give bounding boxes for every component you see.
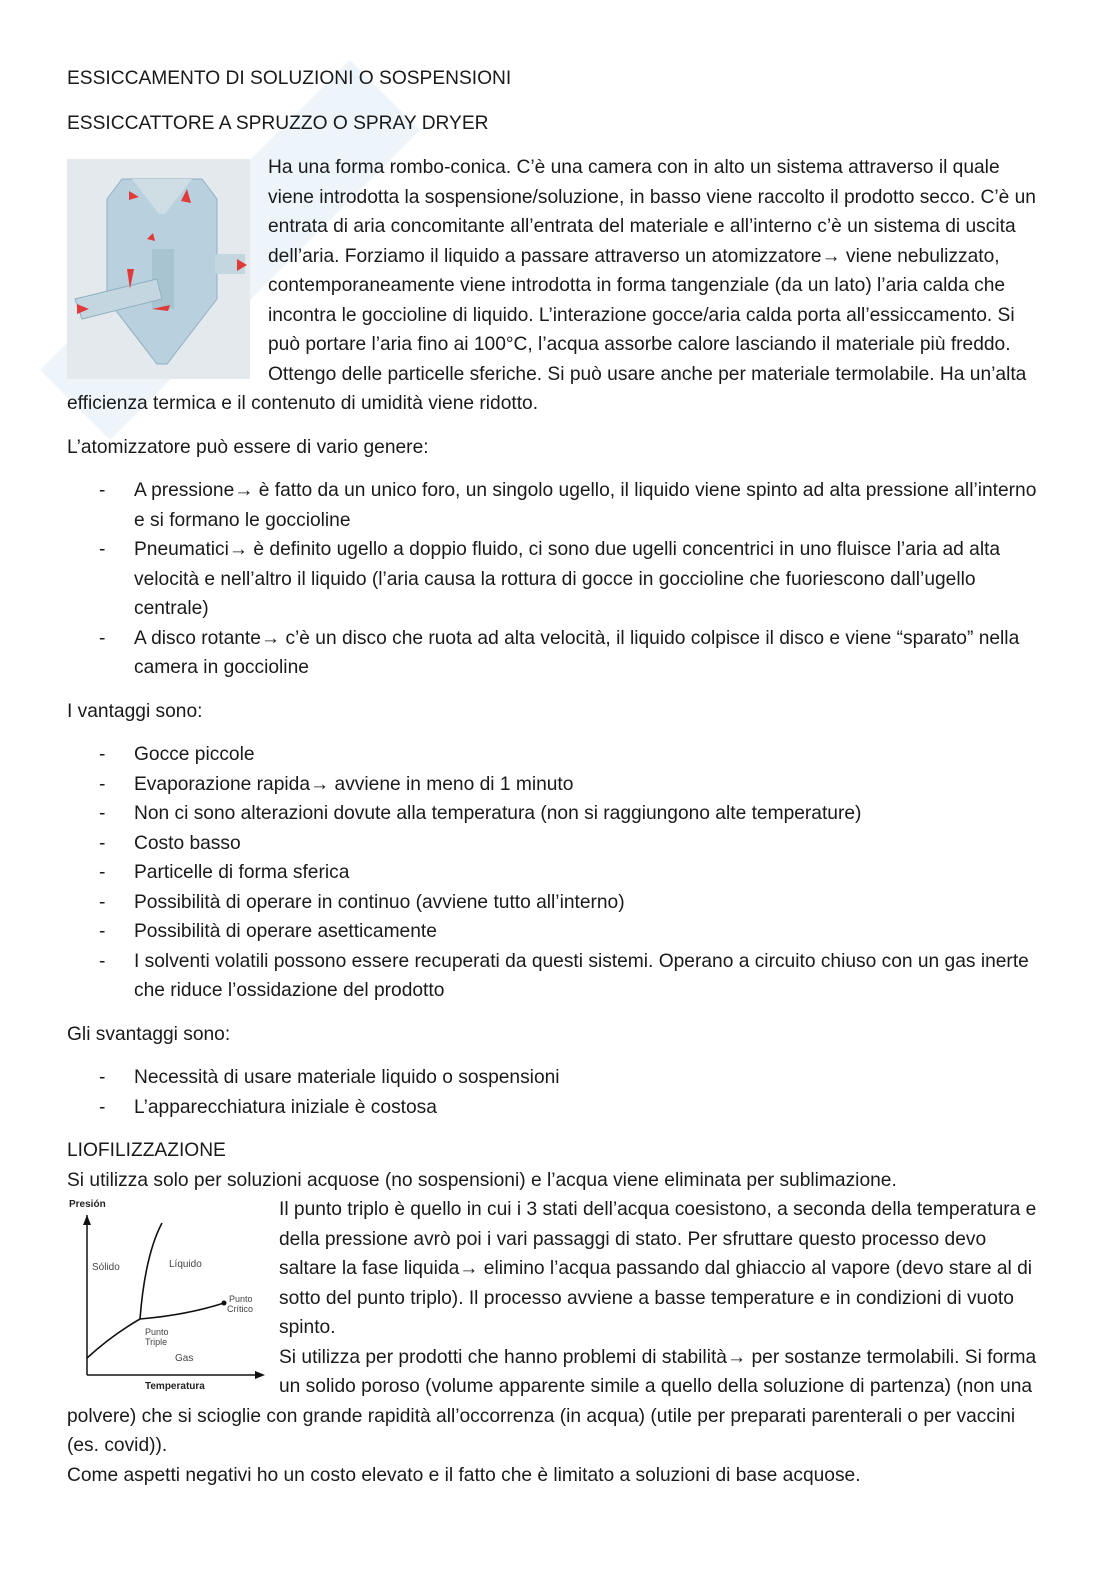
label-triple-1: Punto (145, 1327, 169, 1337)
disadvantages-intro: Gli svantaggi sono: (67, 1023, 231, 1045)
spray-dryer-image (67, 159, 250, 379)
list-item: - Pneumatici→ è definito ugello a doppio fluido, ci sono due ugelli concentrici in uno fluisce l’aria ad alta velocità e nell’altro il liquido (l’aria causa la rottura di gocce in goccioline che fuoriescono dall’ugello centrale) (67, 535, 1045, 624)
label-solid: Sólido (92, 1262, 120, 1273)
lyo-intro: Si utilizza solo per soluzioni acquose (no sospensioni) e l’acqua viene eliminata per sublimazione. (67, 1169, 897, 1191)
advantages-intro: I vantaggi sono: (67, 700, 203, 722)
label-critical-2: Crítico (227, 1304, 254, 1314)
spray-dryer-paragraph: Ha una forma rombo-conica. C’è una camera con in alto un sistema attraverso il quale viene introdotta la sospensione/soluzione, in basso viene raccolto il prodotto secco. C’è un entrata di aria concomitante all’entrata del materiale e all’interno c’è un sistema di uscita dell’aria. Forziamo il liquido a passare attraverso un atomizzatore→ viene nebulizzato, contemporaneamente viene introdotta in forma tangenziale (da un lato) l’aria calda che incontra le goccioline di liquido. L’interazione gocce/aria calda porta all’essiccamento. Si può portare l’aria fino ai 100°C, l’acqua assorbe calore lasciando il materiale più freddo. Ottengo delle particelle sferiche. Si può usare anche per materiale termolabile. Ha un’alta efficienza termica e il contenuto di umidità viene ridotto. (67, 157, 1036, 414)
label-gas: Gas (175, 1353, 194, 1364)
phase-diagram (67, 1195, 265, 1391)
atomizer-intro: L’atomizzatore può essere di vario genere: (67, 436, 429, 458)
list-item: - I solventi volatili possono essere recuperati da questi sistemi. Operano a circuito chiuso con un gas inerte che riduce l’ossidazione del prodotto (67, 947, 1045, 1006)
document-page (67, 64, 1045, 1490)
list-item: - Costo basso (67, 829, 1045, 859)
list-item: - Evaporazione rapida→ avviene in meno di 1 minuto (67, 770, 1045, 800)
list-item: - Non ci sono alterazioni dovute alla temperatura (non si raggiungono alte temperature) (67, 799, 1045, 829)
list-item: - A disco rotante→ c’è un disco che ruota ad alta velocità, il liquido colpisce il disco e viene “sparato” nella camera in goccioline (67, 624, 1045, 683)
list-item: - A pressione→ è fatto da un unico foro, un singolo ugello, il liquido viene spinto ad alta pressione all’interno e si formano le goccioline (67, 476, 1045, 535)
list-item: - Gocce piccole (67, 740, 1045, 770)
list-item: - Necessità di usare materiale liquido o sospensioni (67, 1063, 1045, 1093)
y-axis-label: Presión (69, 1199, 106, 1210)
lyo-paragraph-1: Il punto triplo è quello in cui i 3 stati dell’acqua coesistono, a seconda della temperatura e della pressione avrò poi i vari passaggi di stato. Per sfruttare questo processo devo saltare la fase liquida→ elimino l’acqua passando dal ghiaccio al vapore (devo stare al di sotto del punto triplo). Il processo avviene a basse temperature e in condizioni di vuoto spinto. (279, 1199, 1037, 1338)
label-liquid: Líquido (169, 1259, 202, 1270)
list-item: - Particelle di forma sferica (67, 858, 1045, 888)
advantages-list (67, 740, 1045, 1006)
atomizer-list (67, 476, 1045, 683)
label-triple-2: Triple (145, 1337, 168, 1347)
heading-spray-dryer: ESSICCATTORE A SPRUZZO O SPRAY DRYER (67, 112, 489, 134)
list-item: - Possibilità di operare in continuo (avviene tutto all’interno) (67, 888, 1045, 918)
lyo-paragraph-2: Si utilizza per prodotti che hanno problemi di stabilità→ per sostanze termolabili. Si forma un solido poroso (volume apparente simile a quello della soluzione di partenza) (non una polvere) che si scioglie con grande rapidità all’occorrenza (in acqua) (utile per preparati parenterali o per vaccini (es. covid)). (67, 1346, 1037, 1456)
disadvantages-list (67, 1063, 1045, 1122)
label-critical-1: Punto (229, 1294, 253, 1304)
x-axis-label: Temperatura (145, 1381, 205, 1391)
heading-essiccamento: ESSICCAMENTO DI SOLUZIONI O SOSPENSIONI (67, 68, 512, 89)
list-item: - L’apparecchiatura iniziale è costosa (67, 1093, 1045, 1123)
lyo-paragraph-3: Come aspetti negativi ho un costo elevato e il fatto che è limitato a soluzioni di base acquose. (67, 1464, 861, 1486)
list-item: - Possibilità di operare asetticamente (67, 917, 1045, 947)
heading-liofilizzazione: LIOFILIZZAZIONE (67, 1140, 226, 1161)
